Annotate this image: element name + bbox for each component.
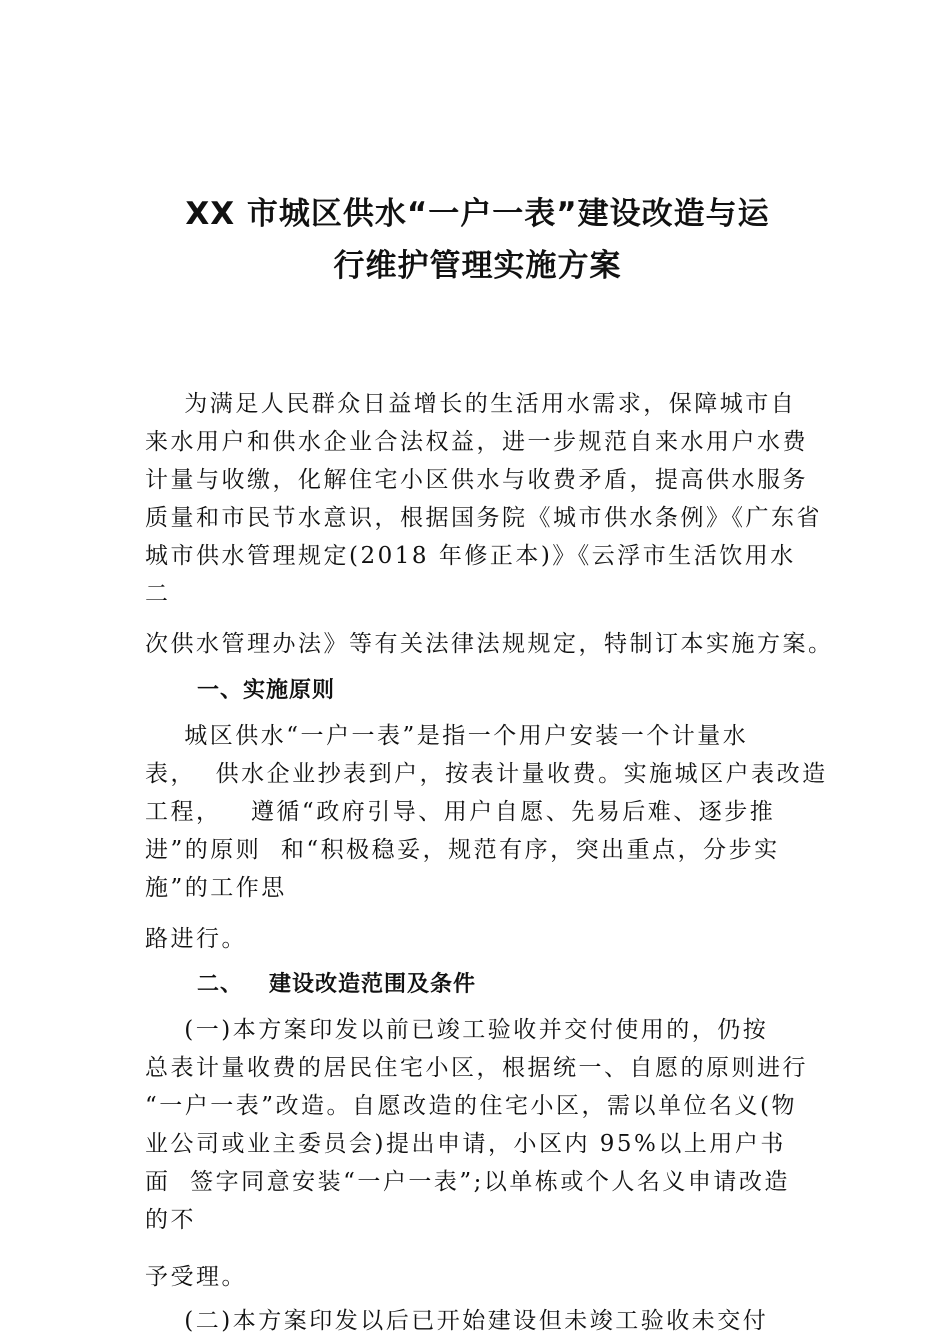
intro-line-4: 质量和市民节水意识，根据国务院《城市供水条例》《广东省 [145, 505, 822, 531]
intro-line-1: 为满足人民群众日益增长的生活用水需求，保障城市自 [145, 391, 797, 417]
section-2-heading: 二、 建设改造范围及条件 [197, 972, 476, 997]
section-1-heading: 一、实施原则 [197, 678, 336, 703]
intro-cont-line: 次供水管理办法》等有关法律法规规定，特制订本实施方案。 [145, 631, 834, 657]
section-2-item-1 [145, 1011, 810, 1239]
section-1-cont-line: 路进行。 [145, 926, 247, 952]
intro-line-5: 城市供水管理规定(2018 年修正本)》《云浮市生活饮用水 [145, 543, 796, 569]
section-2-item-1-continuation [145, 1258, 810, 1296]
section-1-continuation [145, 920, 810, 958]
intro-line-3: 计量与收缴，化解住宅小区供水与收费矛盾，提高供水服务 [145, 467, 808, 493]
section-1-paragraph [145, 717, 828, 907]
intro-continuation [145, 625, 834, 663]
intro-line-2: 来水用户和供水企业合法权益，进一步规范自来水用户水费 [145, 429, 808, 455]
intro-line-6: 二 [145, 581, 171, 607]
section-1-line-5: 施”的工作思 [145, 875, 287, 901]
title-line-2: 行维护管理实施方案 [333, 248, 622, 284]
section-1-line-2: 表， 供水企业抄表到户，按表计量收费。实施城区户表改造 [145, 761, 828, 787]
section-2-item-1-line-4: 业公司或业主委员会)提出申请，小区内 95%以上用户书 [145, 1131, 786, 1157]
section-2-item-1-line-2: 总表计量收费的居民住宅小区，根据统一、自愿的原则进行 [145, 1055, 808, 1081]
section-1-line-3: 工程， 遵循“政府引导、用户自愿、先易后难、逐步推 [145, 799, 776, 825]
document-title [145, 188, 810, 292]
section-1-line-1: 城区供水“一户一表”是指一个用户安装一个计量水 [145, 723, 749, 749]
section-1-line-4: 进”的原则 和“积极稳妥，规范有序，突出重点，分步实 [145, 837, 780, 863]
intro-paragraph [145, 385, 822, 613]
section-2-item-1-line-6: 的不 [145, 1207, 196, 1233]
section-2-item-1-line-5: 面 签字同意安装“一户一表”;以单栋或个人名义申请改造 [145, 1169, 790, 1195]
section-2-item-1-cont-line: 予受理。 [145, 1264, 247, 1290]
section-2-item-1-line-1: (一)本方案印发以前已竣工验收并交付使用的，仍按 [145, 1017, 769, 1043]
section-2-item-2 [145, 1302, 810, 1340]
title-line-1: XX 市城区供水“一户一表”建设改造与运 [185, 196, 770, 232]
section-2-item-2-line-1: (二)本方案印发以后已开始建设但未竣工验收未交付 [145, 1308, 769, 1334]
section-2-heading-block [145, 966, 810, 1004]
section-1-heading-block [145, 672, 810, 710]
section-2-item-1-line-3: “一户一表”改造。自愿改造的住宅小区，需以单位名义(物 [145, 1093, 797, 1119]
